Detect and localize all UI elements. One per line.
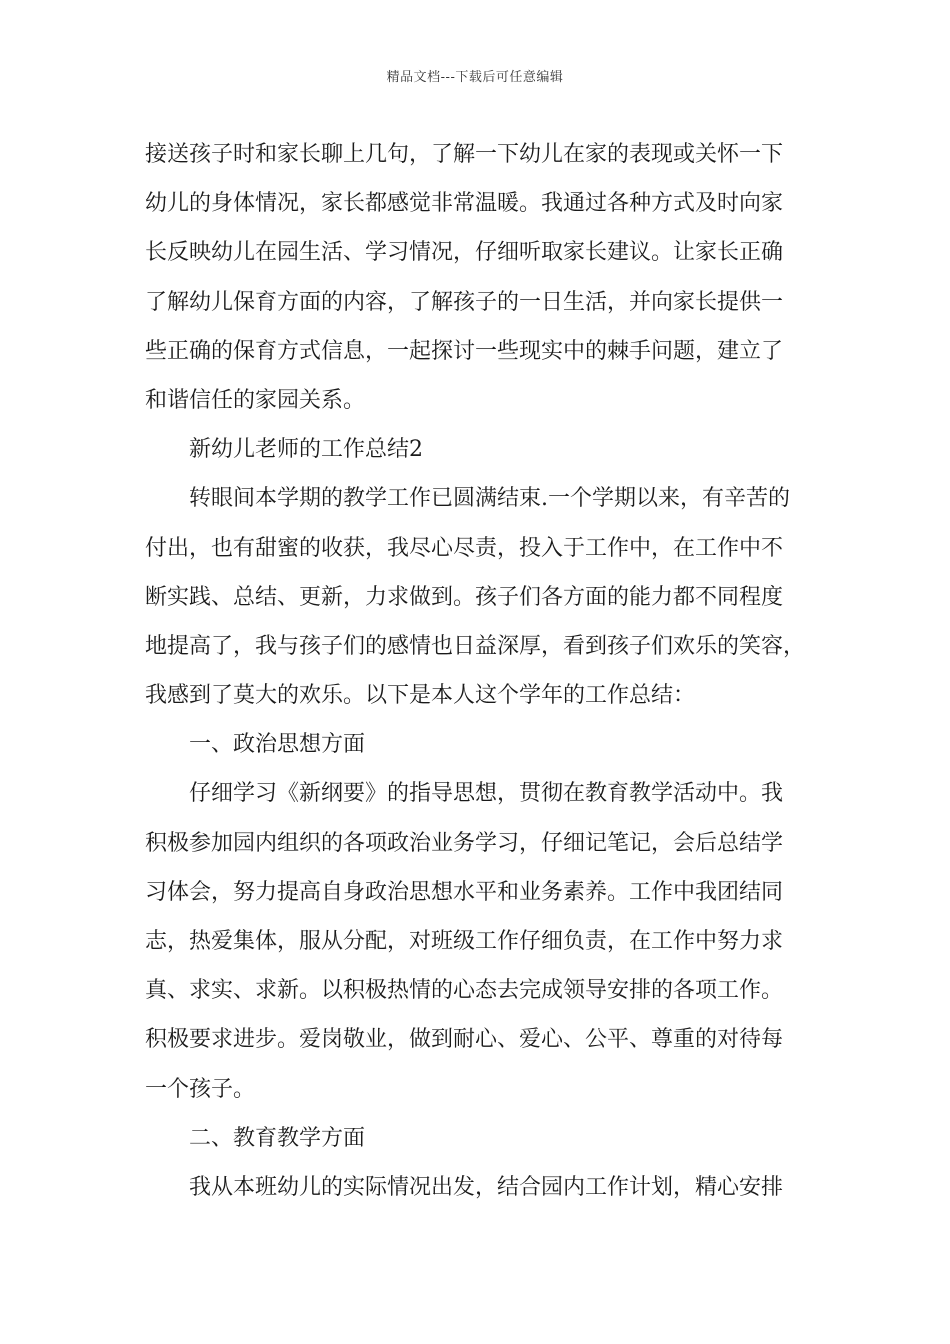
section-title: 新幼儿老师的工作总结2 — [189, 437, 423, 463]
text-line: 付出，也有甜蜜的收获，我尽心尽责，投入于工作中，在工作中不 — [145, 535, 784, 561]
text-line: 我从本班幼儿的实际情况出发，结合园内工作计划，精心安排 — [189, 1174, 784, 1200]
section-heading: 二、教育教学方面 — [189, 1125, 366, 1151]
text-line: 接送孩子时和家长聊上几句，了解一下幼儿在家的表现或关怀一下 — [145, 142, 784, 167]
text-line: 和谐信任的家园关系。 — [145, 387, 366, 413]
text-line: 幼儿的身体情况，家长都感觉非常温暖。我通过各种方式及时向家 — [145, 191, 784, 217]
text-line: 积极要求进步。爱岗敬业，做到耐心、爱心、公平、尊重的对待每 — [145, 1027, 784, 1053]
text-line: 仔细学习《新纲要》的指导思想，贯彻在教育教学活动中。我 — [189, 781, 784, 807]
text-line: 真、求实、求新。以积极热情的心态去完成领导安排的各项工作。 — [145, 978, 784, 1004]
text-line: 断实践、总结、更新，力求做到。孩子们各方面的能力都不同程度 — [145, 584, 784, 610]
text-line: 些正确的保育方式信息，一起探讨一些现实中的棘手问题，建立了 — [145, 338, 784, 364]
text-line: 我感到了莫大的欢乐。以下是本人这个学年的工作总结： — [145, 683, 696, 709]
text-line: 积极参加园内组织的各项政治业务学习，仔细记笔记，会后总结学 — [145, 830, 784, 856]
section-heading: 一、政治思想方面 — [189, 732, 366, 758]
text-line: 一个孩子。 — [145, 1076, 256, 1102]
text-line: 长反映幼儿在园生活、学习情况，仔细听取家长建议。让家长正确 — [145, 240, 784, 266]
text-line: 志，热爱集体，服从分配，对班级工作仔细负责，在工作中努力求 — [145, 929, 784, 954]
text-line: 习体会，努力提高自身政治思想水平和业务素养。工作中我团结同 — [145, 879, 784, 905]
text-line: 地提高了，我与孩子们的感情也日益深厚，看到孩子们欢乐的笑容， — [145, 633, 806, 659]
page-header: 精品文档---下载后可任意编辑 — [386, 70, 564, 85]
text-line: 转眼间本学期的教学工作已圆满结束.一个学期以来，有辛苦的 — [189, 486, 790, 512]
document-body — [145, 130, 825, 1212]
text-line: 了解幼儿保育方面的内容，了解孩子的一日生活，并向家长提供一 — [145, 289, 784, 315]
